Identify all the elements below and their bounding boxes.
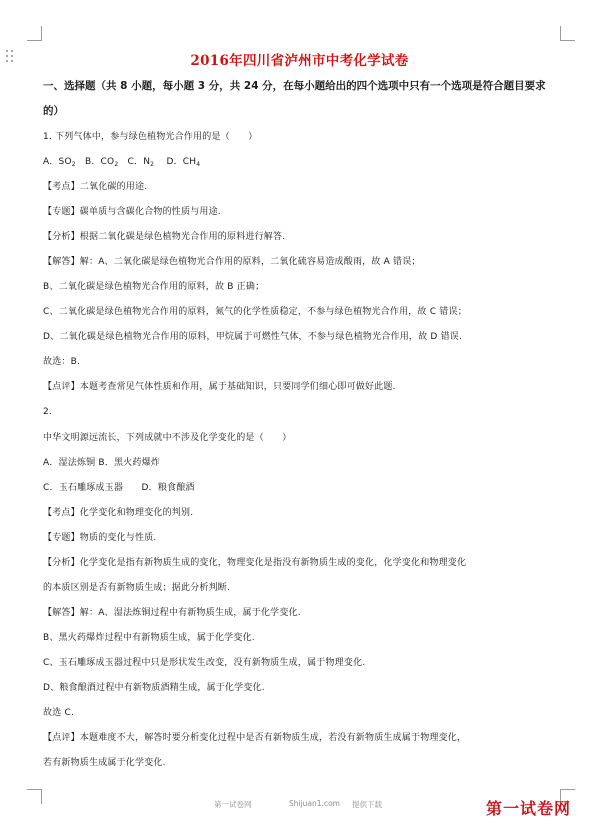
q2-dianping-line-2: 若有新物质生成属于化学变化. [43, 758, 166, 768]
q1-jieda-d: D、二氧化碳是绿色植物光合作用的原料，甲烷属于可燃性气体，不参与绿色植物光合作用，故 D 错误. [43, 332, 463, 342]
q1-stem: 1. 下列气体中，参与绿色植物光合作用的是（ ） [43, 132, 258, 142]
q1-dianping: 【点评】本题考查常见气体性质和作用，属于基础知识，只要同学们细心即可做好此题. [43, 382, 396, 392]
q1-options [43, 157, 200, 170]
footer-site-url[interactable]: Shijuan1.com [289, 799, 340, 808]
q1-fenxi: 【分析】根据二氧化碳是绿色植物光合作用的原料进行解答. [43, 232, 286, 242]
q1-kaodian: 【考点】二氧化碳的用途. [43, 182, 148, 192]
site-logo[interactable]: 第一试卷网 [486, 799, 572, 818]
q1-option-d: D．$CH_4$ [166, 157, 201, 168]
crop-mark-bottom-left [27, 789, 42, 804]
footer-site-name: 第一试卷网 [214, 800, 252, 809]
q1-jieda-c: C、二氧化碳是绿色植物光合作用的原料，氮气的化学性质稳定，不参与绿色植物光合作用，故 C 错误； [43, 307, 467, 317]
q2-kaodian: 【考点】化学变化和物理变化的判别. [43, 508, 194, 518]
document-title: 2016年四川省泸州市中考化学试卷 [190, 53, 409, 69]
crop-mark-top-left [27, 26, 42, 41]
q2-jieda-a: 【解答】解：A、湿法炼铜过程中有新物质生成，属于化学变化. [43, 608, 301, 618]
q2-stem: 中华文明源远流长，下列成就中不涉及化学变化的是（ ） [43, 433, 292, 443]
q2-options-ab: A．湿法炼铜 B．黑火药爆炸 [43, 458, 160, 468]
q2-number: 2. [43, 407, 52, 417]
q2-options-cd: C．玉石雕琢成玉器 D．粮食酿酒 [43, 483, 195, 493]
section-heading-line-1: 一、选择题（共 8 小题，每小题 3 分，共 24 分，在每小题给出的四个选项中只有一个选项是符合题目要求 [43, 80, 546, 92]
q2-zhuanti: 【专题】物质的变化与性质. [43, 533, 157, 543]
q1-jieda-a: 【解答】解：A、二氧化碳是绿色植物光合作用的原料，二氧化硫容易造成酸雨，故 A 错误； [43, 257, 421, 267]
q2-fenxi-line-2: 的本质区别是否有新物质生成；据此分析判断. [43, 583, 231, 593]
q2-fenxi-line-1: 【分析】化学变化是指有新物质生成的变化，物理变化是指没有新物质生成的变化，化学变化和物理变化 [43, 558, 467, 568]
q1-answer: 故选：B. [43, 357, 81, 367]
crop-mark-top-right [560, 26, 575, 41]
section-heading-line-2: 的） [43, 105, 64, 117]
q2-answer: 故选 C. [43, 708, 75, 718]
q1-option-a: A．$SO_2$ [43, 157, 76, 168]
q1-zhuanti: 【专题】碳单质与含碳化合物的性质与用途. [43, 207, 221, 217]
q2-jieda-b: B、黑火药爆炸过程中有新物质生成，属于化学变化. [43, 633, 255, 643]
q1-option-b: B．$CO_2$ [84, 157, 119, 168]
q1-jieda-b: B、二氧化碳是绿色植物光合作用的原料，故 B 正确； [43, 282, 265, 292]
footer-download-text: 提供下载 [352, 800, 382, 809]
q2-jieda-d: D、粮食酿酒过程中有新物质酒精生成，属于化学变化. [43, 683, 265, 693]
q2-jieda-c: C、玉石雕琢成玉器过程中只是形状发生改变，没有新物质生成，属于物理变化. [43, 658, 366, 668]
q2-dianping-line-1: 【点评】本题难度不大，解答时要分析变化过程中是否有新物质生成，若没有新物质生成属于物理变化， [43, 733, 467, 743]
q1-option-c: C．$N_2$ [127, 157, 155, 168]
